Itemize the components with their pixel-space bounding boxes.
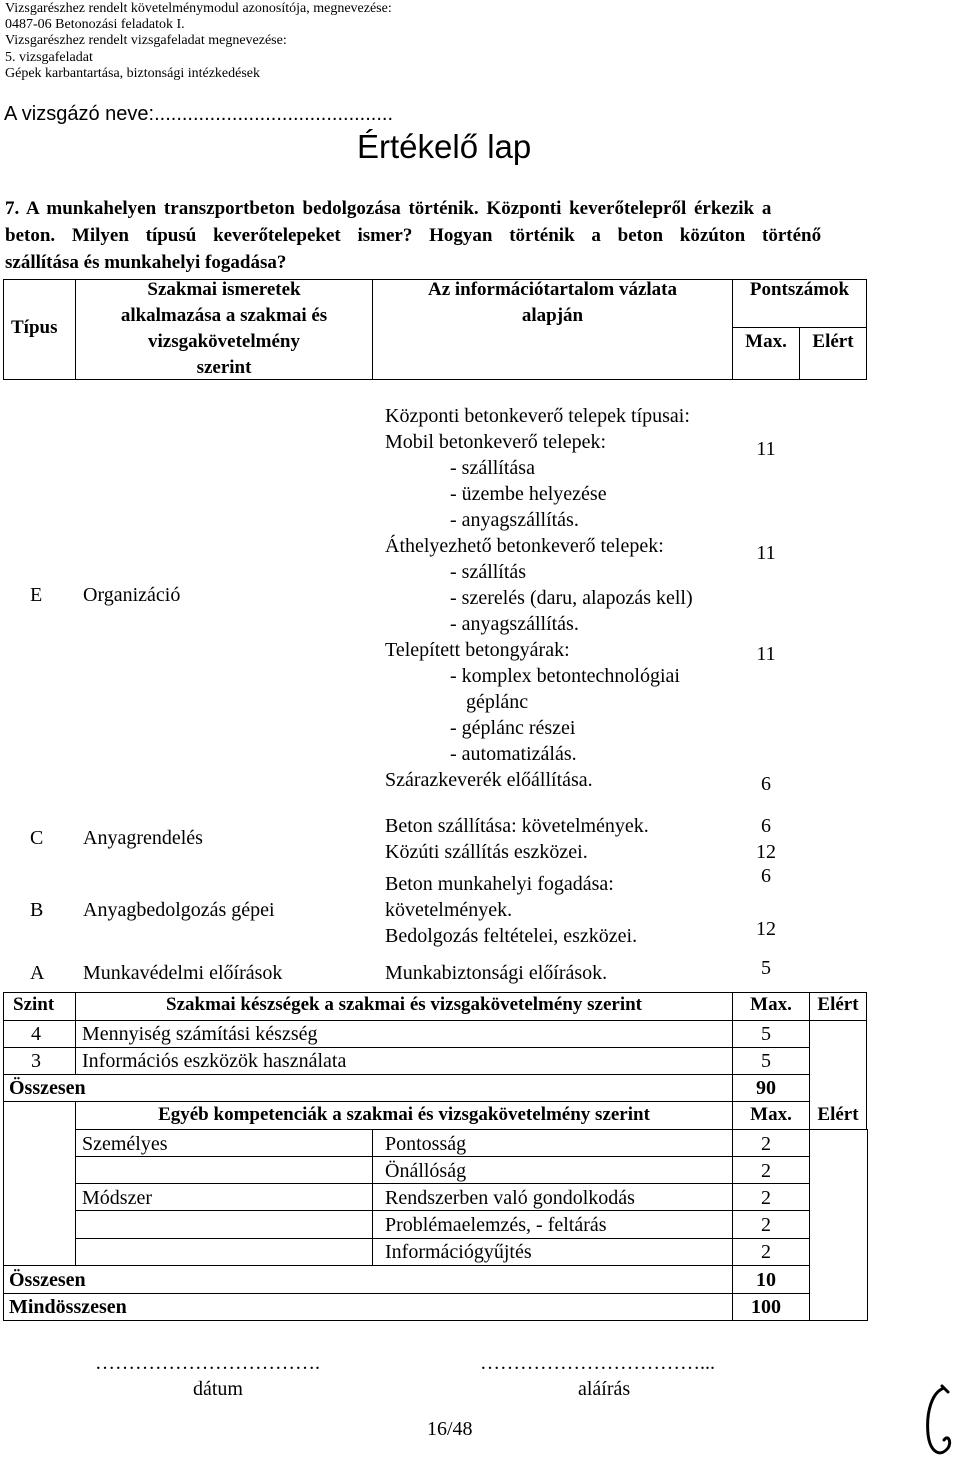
question-line-3: szállítása és munkahelyi fogadása? <box>5 252 287 273</box>
date-dots: ……………………………. <box>95 1352 320 1374</box>
row-e-line: géplánc <box>466 691 529 713</box>
skill-row-max: 5 <box>761 1023 771 1045</box>
row-b-line: Beton munkahelyi fogadása: <box>385 873 614 895</box>
total-label: Összesen <box>9 1269 86 1291</box>
row-a-skill: Munkavédelmi előírások <box>83 962 283 984</box>
competency-name: Információgyűjtés <box>385 1241 532 1263</box>
row-e-points: 11 <box>756 542 776 564</box>
table2-header-level: Szint <box>13 994 55 1015</box>
row-e-type: E <box>30 584 43 606</box>
subtotal-label: Összesen <box>9 1077 86 1099</box>
row-c-type: C <box>30 827 44 849</box>
row-b-skill: Anyagbedolgozás gépei <box>83 899 275 921</box>
row-b-line: Bedolgozás feltételei, eszközei. <box>385 925 638 947</box>
header-achieved: Elért <box>812 331 854 352</box>
grand-total-label: Mindösszesen <box>9 1296 127 1318</box>
row-c-skill: Anyagrendelés <box>83 827 203 849</box>
question-line-1: 7. A munkahelyen transzportbeton bedolgozása történik. Központi keverőtelepről érkezik a <box>5 198 772 219</box>
row-a-type: A <box>30 962 45 984</box>
skill-row-name: Mennyiség számítási készség <box>82 1023 318 1045</box>
row-b-line: követelmények. <box>385 899 513 921</box>
competency-name: Önállóság <box>385 1160 467 1182</box>
competency-name: Pontosság <box>385 1133 467 1155</box>
header-max: Max. <box>745 331 787 352</box>
signature-label: aláírás <box>578 1378 631 1400</box>
competency-group: Módszer <box>82 1187 152 1209</box>
header-skill-3: vizsgakövetelmény <box>148 331 300 352</box>
row-c-points: 12 <box>756 841 776 863</box>
skill-row-level: 3 <box>31 1050 41 1072</box>
header-type: Típus <box>11 317 58 338</box>
total-value: 10 <box>756 1269 776 1291</box>
row-e-points: 11 <box>756 643 776 665</box>
row-a-points: 5 <box>761 957 771 979</box>
row-e-line: - géplánc részei <box>450 717 576 739</box>
table2-header-max: Max. <box>750 994 792 1015</box>
row-e-line: - anyagszállítás. <box>450 509 579 531</box>
other-competencies-header: Egyéb kompetenciák a szakmai és vizsgakövetelmény szerint <box>158 1104 650 1125</box>
row-a-line: Munkabiztonsági előírások. <box>385 962 608 984</box>
header-module-value: 0487-06 Betonozási feladatok I. <box>5 17 185 32</box>
row-e-line: Szárazkeverék előállítása. <box>385 769 593 791</box>
header-module-label: Vizsgarészhez rendelt követelménymodul azonosítója, megnevezése: <box>5 1 392 16</box>
row-e-line: Központi betonkeverő telepek típusai: <box>385 405 690 427</box>
row-b-points: 12 <box>756 918 776 940</box>
header-task-title: Gépek karbantartása, biztonsági intézkedések <box>5 66 261 81</box>
row-b-type: B <box>30 899 44 921</box>
signature-mark <box>918 1382 960 1462</box>
header-skill-4: szerint <box>196 357 252 378</box>
row-e-line: - komplex betontechnológiai <box>450 665 680 687</box>
signature-dots: ……………………………... <box>480 1352 715 1374</box>
header-task-number: 5. vizsgafeladat <box>5 50 93 65</box>
header-info-2: alapján <box>521 305 584 326</box>
competency-name: Rendszerben való gondolkodás <box>385 1187 635 1209</box>
subtotal-value: 90 <box>756 1077 776 1099</box>
row-e-skill: Organizáció <box>83 584 181 606</box>
skill-row-name: Információs eszközök használata <box>82 1050 347 1072</box>
competency-max: 2 <box>761 1187 771 1209</box>
grand-total-value: 100 <box>751 1296 781 1318</box>
competency-max: 2 <box>761 1160 771 1182</box>
row-e-line: - anyagszállítás. <box>450 613 579 635</box>
page-number: 16/48 <box>427 1418 473 1440</box>
skill-row-max: 5 <box>761 1050 771 1072</box>
row-b-points: 6 <box>761 865 771 887</box>
competency-max: 2 <box>761 1133 771 1155</box>
header-points: Pontszámok <box>749 279 850 300</box>
row-e-line: - szállítása <box>450 457 535 479</box>
row-e-line: - szállítás <box>450 561 527 583</box>
competency-name: Problémaelemzés, - feltárás <box>385 1214 607 1236</box>
row-c-points: 6 <box>761 815 771 837</box>
row-e-line: Telepített betongyárak: <box>385 639 570 661</box>
competency-max: 2 <box>761 1241 771 1263</box>
row-e-points: 11 <box>756 438 776 460</box>
header-task-label: Vizsgarészhez rendelt vizsgafeladat megnevezése: <box>5 33 287 48</box>
competency-group: Személyes <box>82 1133 168 1155</box>
date-label: dátum <box>193 1378 243 1400</box>
row-e-points: 6 <box>761 773 771 795</box>
header-skill-2: alkalmazása a szakmai és <box>120 305 328 326</box>
candidate-name-line: A vizsgázó neve:........................................... <box>4 103 394 125</box>
header-skill-1: Szakmai ismeretek <box>147 279 301 300</box>
other-header-max: Max. <box>750 1104 792 1125</box>
row-e-line: - szerelés (daru, alapozás kell) <box>450 587 693 609</box>
table2-header-achieved: Elért <box>817 994 859 1015</box>
row-e-line: - üzembe helyezése <box>450 483 607 505</box>
row-c-line: Beton szállítása: követelmények. <box>385 815 649 837</box>
table2-header-skills: Szakmai készségek a szakmai és vizsgakövetelmény szerint <box>166 994 642 1015</box>
header-info-1: Az információtartalom vázlata <box>427 279 678 300</box>
competency-max: 2 <box>761 1214 771 1236</box>
question-line-2: beton. Milyen típusú keverőtelepeket ismer? Hogyan történik a beton közúton történő <box>5 225 822 246</box>
row-e-line: Áthelyezhető betonkeverő telepek: <box>385 535 664 557</box>
other-header-achieved: Elért <box>817 1104 859 1125</box>
skill-row-level: 4 <box>31 1023 41 1045</box>
row-e-line: Mobil betonkeverő telepek: <box>385 431 607 453</box>
row-c-line: Közúti szállítás eszközei. <box>385 841 588 863</box>
row-e-line: - automatizálás. <box>450 743 577 765</box>
page-title: Értékelő lap <box>357 128 532 165</box>
